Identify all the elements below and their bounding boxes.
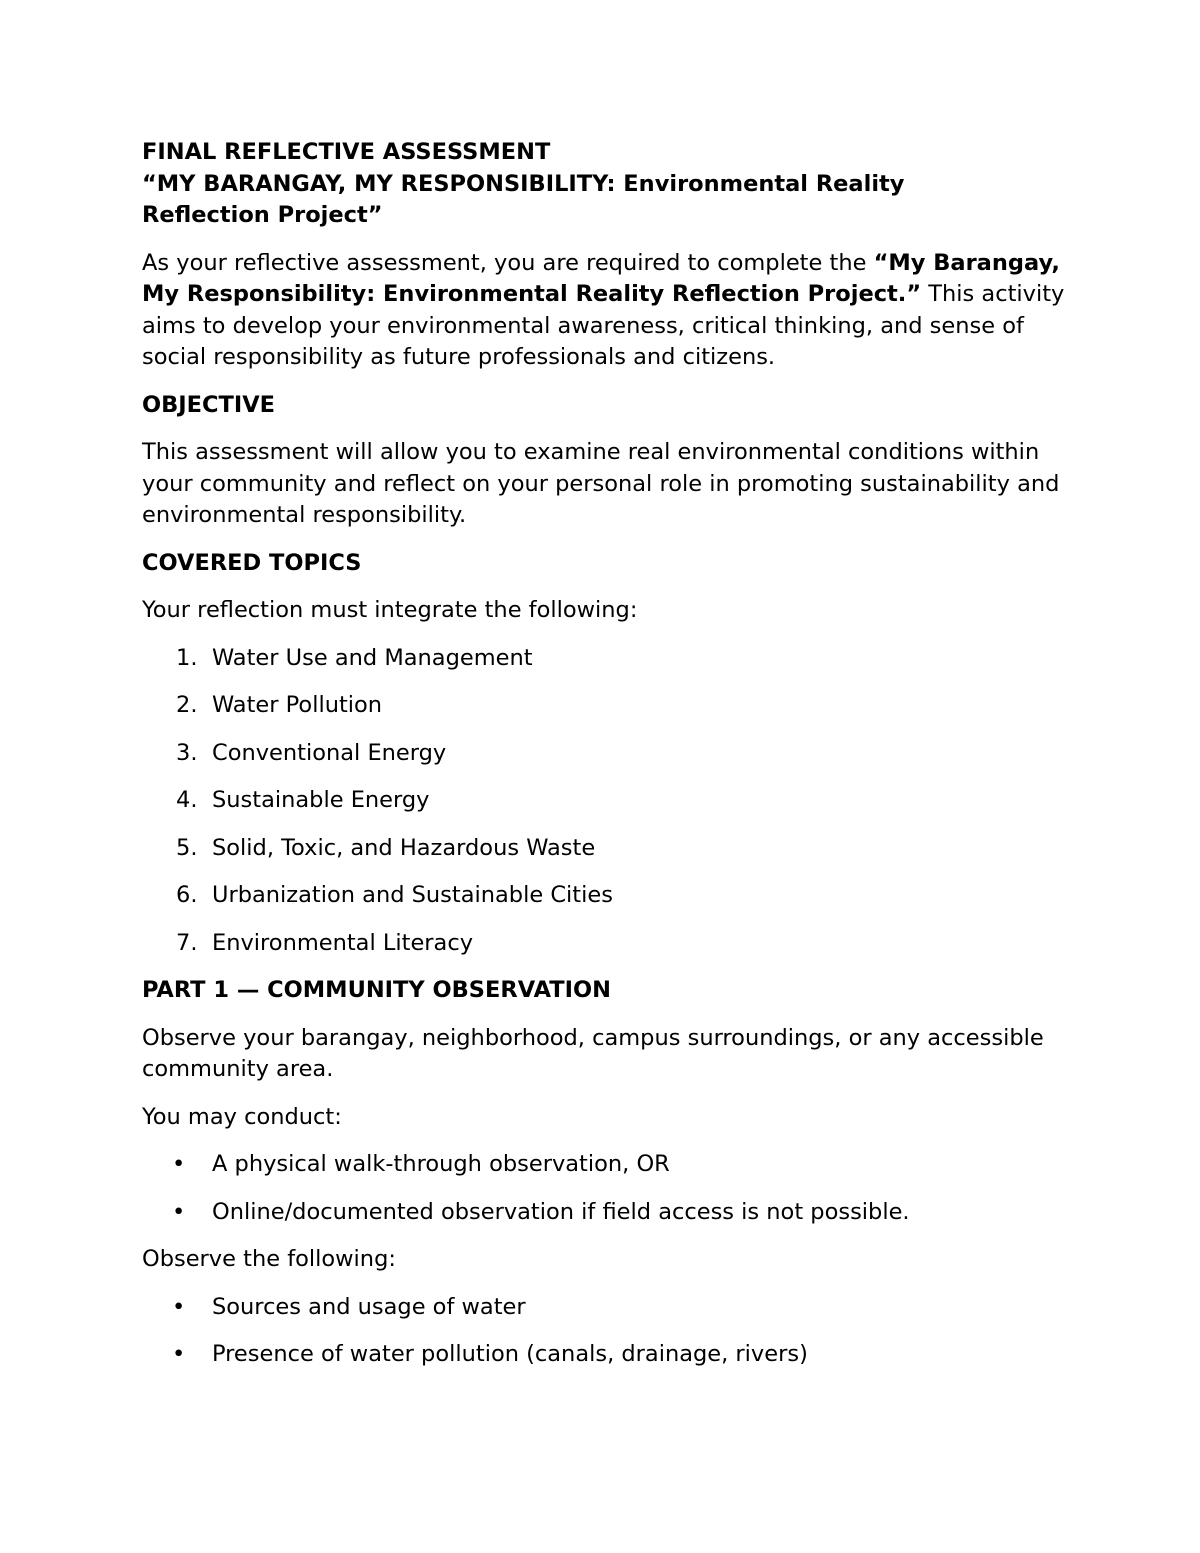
list-number: 1.	[176, 644, 198, 671]
list-item-label: Presence of water pollution (canals, drainage, rivers)	[212, 1341, 808, 1367]
part1-heading: PART 1 — COMMUNITY OBSERVATION	[142, 977, 611, 1003]
intro-prefix: As your reflective assessment, you are required to complete the	[142, 249, 874, 276]
list-number: 7.	[176, 929, 198, 956]
list-item-label: Solid, Toxic, and Hazardous Waste	[212, 834, 596, 861]
document-title	[142, 137, 1072, 232]
part1-conduct-intro: You may conduct:	[142, 1103, 342, 1130]
covered-topics-heading: COVERED TOPICS	[142, 549, 362, 576]
observe-list	[142, 1292, 1072, 1371]
list-item-label: A physical walk-through observation, OR	[212, 1151, 670, 1177]
title-line-2: “MY BARANGAY, MY RESPONSIBILITY: Environmental Reality	[142, 170, 905, 197]
bullet-icon: •	[172, 1198, 186, 1225]
list-item-label: Sustainable Energy	[212, 787, 430, 813]
list-item-label: Urbanization and Sustainable Cities	[212, 882, 613, 908]
list-item	[142, 1197, 1072, 1229]
list-item-label: Environmental Literacy	[212, 929, 474, 956]
list-item	[142, 1339, 1072, 1371]
list-item	[142, 880, 1072, 912]
bullet-icon: •	[172, 1293, 186, 1320]
title-line-1: FINAL REFLECTIVE ASSESSMENT	[142, 139, 551, 165]
list-item	[142, 643, 1072, 675]
list-number: 3.	[176, 739, 198, 766]
covered-topics-list	[142, 643, 1072, 960]
document-page	[142, 137, 1072, 1387]
list-item-label: Conventional Energy	[212, 739, 447, 766]
conduct-list	[142, 1149, 1072, 1228]
list-item	[142, 785, 1072, 817]
list-item-label: Water Use and Management	[212, 644, 533, 671]
bullet-icon: •	[172, 1151, 186, 1177]
list-item	[142, 833, 1072, 865]
intro-suffix: This activity aims to develop your environmental awareness, critical thinking, and sense of social responsibility as future professionals and citizens.	[142, 281, 1065, 370]
list-number: 2.	[176, 692, 198, 718]
list-item-label: Sources and usage of water	[212, 1293, 526, 1320]
intro-project-name: “My Barangay, My Responsibility: Environmental Reality Reflection Project.”	[142, 249, 1060, 307]
objective-text: This assessment will allow you to examine real environmental conditions within your community and reflect on your personal role in promoting sustainability and environmental responsibility.	[142, 439, 1060, 528]
list-number: 6.	[176, 882, 198, 908]
intro-paragraph	[142, 248, 1072, 374]
list-item	[142, 690, 1072, 722]
list-item	[142, 1149, 1072, 1181]
bullet-icon: •	[172, 1341, 186, 1367]
list-item	[142, 928, 1072, 960]
list-item-label: Online/documented observation if field access is not possible.	[212, 1198, 910, 1225]
title-line-3: Reflection Project”	[142, 202, 383, 228]
list-item	[142, 738, 1072, 770]
list-item-label: Water Pollution	[212, 692, 383, 718]
list-number: 4.	[176, 787, 198, 813]
covered-topics-intro: Your reflection must integrate the following:	[142, 597, 638, 623]
part1-text: Observe your barangay, neighborhood, campus surroundings, or any accessible community area.	[142, 1024, 1044, 1082]
objective-heading: OBJECTIVE	[142, 391, 276, 418]
list-item	[142, 1292, 1072, 1324]
list-number: 5.	[176, 834, 198, 861]
part1-observe-intro: Observe the following:	[142, 1246, 396, 1272]
